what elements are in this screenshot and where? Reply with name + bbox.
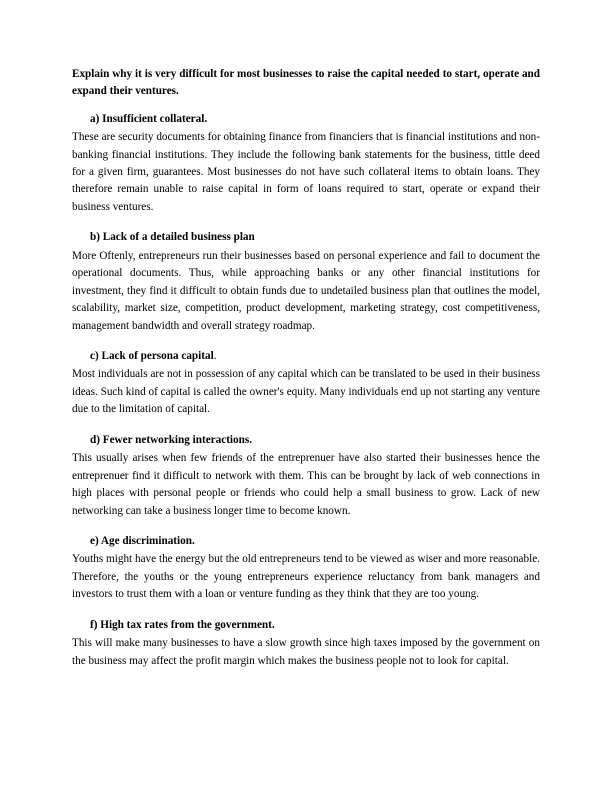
section-b-body: More Oftenly, entrepreneurs run their businesses based on personal experience and fail to document the operational documents. Thus, while approaching banks or any other financial institutions for investment, they find it difficult to obtain funds due to undetailed business plan that outlines the model, scalability, market size, competition, product development, marketing strategy, cost competitiveness, management bandwidth and overall strategy roadmap. bbox=[72, 249, 540, 332]
section-a-body: These are security documents for obtaining finance from financiers that is financial institutions and non-banking financial institutions. They include the following bank statements for the business, tittle deed for a given firm, guarantees. Most businesses do not have such collateral items to obtain loans. They therefore remain unable to raise capital in form of loans required to start, operate or expand their business ventures. bbox=[72, 131, 540, 213]
section-f-heading-text: High tax rates from the government. bbox=[100, 618, 275, 631]
section-f bbox=[72, 617, 540, 670]
section-b bbox=[72, 229, 540, 335]
section-c-body: Most individuals are not in possession of any capital which can be translated to be used in their business ideas. Such kind of capital is called the owner's equity. Many individuals end up not starting any venture due to the limitation of capital. bbox=[72, 368, 540, 416]
page-title-text: Explain why it is very difficult for most businesses to raise the capital needed to start, operate and expand their ventures bbox=[72, 68, 540, 98]
section-c-heading bbox=[72, 348, 540, 365]
section-b-heading-text: Lack of a detailed business plan bbox=[102, 231, 255, 244]
page-title-trailing: . bbox=[176, 85, 179, 98]
section-f-heading bbox=[72, 617, 540, 634]
section-c-heading-text: Lack of persona capital bbox=[101, 350, 214, 363]
section-e bbox=[72, 533, 540, 604]
section-d bbox=[72, 432, 540, 520]
section-a bbox=[72, 111, 540, 217]
section-f-marker: f) bbox=[90, 618, 98, 631]
section-d-heading-text: Fewer networking interactions. bbox=[102, 433, 252, 446]
section-f-body: This will make many businesses to have a slow growth since high taxes imposed by the government on the business may affect the profit margin which makes the business people not to look for capital. bbox=[72, 637, 540, 667]
section-c bbox=[72, 348, 540, 419]
section-c-marker: c) bbox=[90, 350, 99, 363]
section-d-heading bbox=[72, 432, 540, 449]
section-e-heading bbox=[72, 533, 540, 550]
section-a-heading bbox=[72, 111, 540, 128]
section-b-heading bbox=[72, 229, 540, 246]
section-e-body: Youths might have the energy but the old entrepreneurs tend to be viewed as wiser and more reasonable. Therefore, the youths or the young entrepreneurs experience reluctancy from bank managers and investors to trust them with a loan or venture funding as they think that they are too young. bbox=[72, 553, 540, 601]
section-a-heading-text: Insufficient collateral. bbox=[102, 112, 208, 125]
section-e-heading-text: Age discrimination. bbox=[100, 535, 195, 548]
section-d-marker: d) bbox=[90, 433, 100, 446]
section-b-marker: b) bbox=[90, 231, 100, 244]
section-c-heading-trailing: . bbox=[213, 350, 217, 363]
section-d-body: This usually arises when few friends of the entreprenuer have also started their businesses hence the entreprenuer find it difficult to network with them. This can be brought by lack of web connections in high places with personal people or friends who could help a small business to grow. Lack of new networking can take a business longer time to become known. bbox=[72, 452, 540, 517]
section-a-marker: a) bbox=[90, 112, 100, 125]
section-e-marker: e) bbox=[90, 535, 99, 548]
page-title bbox=[72, 66, 540, 101]
